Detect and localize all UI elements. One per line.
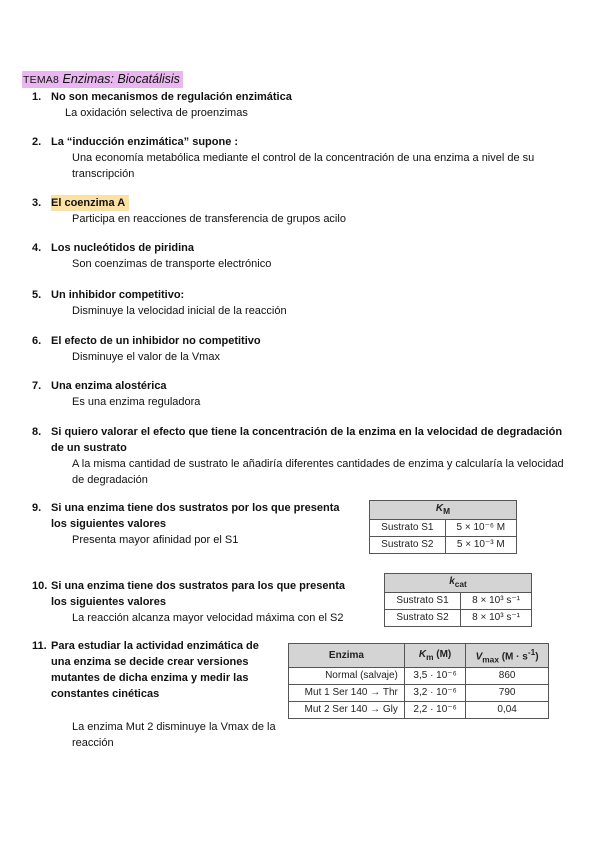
question-text: No son mecanismos de regulación enzimática — [51, 91, 292, 103]
kcat-table — [384, 573, 532, 627]
question-9 — [32, 500, 348, 548]
answer-text: A la misma cantidad de sustrato le añadiría diferentes cantidades de enzima y calcularía la velocidad de degradación — [72, 458, 564, 486]
answer-text: Es una enzima reguladora — [72, 396, 201, 408]
title-text: Enzimas: Biocatálisis — [62, 72, 180, 86]
table-row — [289, 668, 549, 685]
km-row-value: 5 × 10⁻³ M — [445, 537, 516, 554]
table-row — [370, 520, 517, 537]
km-cell: 3,5 · 10⁻⁶ — [404, 668, 465, 685]
question-number: 11. — [32, 640, 47, 652]
enzyme-cell: Mut 1 Ser 140 → Thr — [289, 685, 405, 702]
question-8 — [32, 424, 570, 488]
vmax-column-header — [466, 644, 549, 668]
km-unit: (M) — [433, 648, 452, 660]
vmax-unit-exponent: -1 — [527, 647, 536, 657]
table-row — [289, 685, 549, 702]
answer-text: Disminuye el valor de la Vmax — [72, 351, 220, 363]
question-text-highlighted: El coenzima A — [51, 195, 129, 211]
kcat-row-label: Sustrato S1 — [385, 593, 461, 610]
question-number: 2. — [32, 136, 42, 148]
question-text: La “inducción enzimática” supone : — [51, 136, 239, 148]
kcat-row-label: Sustrato S2 — [385, 610, 461, 627]
table-row — [370, 537, 517, 554]
question-6 — [32, 333, 570, 365]
question-number: 10. — [32, 580, 48, 592]
kcat-header — [385, 574, 532, 593]
question-number: 6. — [32, 335, 42, 347]
question-text: Si una enzima tiene dos sustratos para los que presenta los siguientes valores — [51, 580, 346, 608]
table-row — [289, 702, 549, 719]
answer-text: Participa en reacciones de transferencia de grupos acilo — [72, 213, 346, 225]
question-2 — [32, 134, 570, 182]
vmax-subscript: max — [482, 654, 499, 665]
answer-text: Una economía metabólica mediante el control de la concentración de una enzima a nivel de su transcripción — [72, 152, 535, 180]
km-table — [369, 500, 517, 554]
question-text: Si quiero valorar el efecto que tiene la concentración de la enzima en la velocidad de degradación de un sustrato — [51, 426, 563, 454]
question-text: Un inhibidor competitivo: — [51, 289, 185, 301]
vmax-symbol: V — [475, 651, 483, 663]
enzyme-column-header: Enzima — [289, 644, 405, 668]
question-text: Para estudiar la actividad enzimática de una enzima se decide crear versiones mutantes de dicha enzima y medir las constantes cinéticas — [51, 640, 259, 700]
km-cell: 2,2 · 10⁻⁶ — [404, 702, 465, 719]
question-text: Una enzima alostérica — [51, 380, 167, 392]
answer-text: Son coenzimas de transporte electrónico — [72, 258, 272, 270]
answer-text: La oxidación selectiva de proenzimas — [65, 107, 248, 119]
vmax-cell: 860 — [466, 668, 549, 685]
kcat-row-value: 8 × 10³ s⁻¹ — [461, 593, 532, 610]
km-subscript: m — [426, 651, 434, 662]
table-row — [385, 593, 532, 610]
km-symbol: K — [435, 503, 444, 514]
question-text: Si una enzima tiene dos sustratos por los que presenta los siguientes valores — [51, 502, 340, 530]
question-number: 4. — [32, 242, 42, 254]
vmax-unit-close: ) — [535, 651, 539, 663]
answer-text: La reacción alcanza mayor velocidad máxima con el S2 — [72, 612, 344, 624]
km-header — [370, 501, 517, 520]
vmax-cell: 790 — [466, 685, 549, 702]
question-5 — [32, 287, 570, 319]
km-row-label: Sustrato S1 — [370, 520, 446, 537]
enzyme-cell: Normal (salvaje) — [289, 668, 405, 685]
km-symbol: K — [418, 648, 427, 660]
question-4 — [32, 240, 570, 272]
page-title — [22, 71, 183, 88]
question-text: El efecto de un inhibidor no competitivo — [51, 335, 261, 347]
question-number: 1. — [32, 91, 42, 103]
vmax-cell: 0,04 — [466, 702, 549, 719]
answer-text: Presenta mayor afinidad por el S1 — [72, 534, 239, 546]
answer-text: La enzima Mut 2 disminuye la Vmax de la reacción — [72, 721, 276, 749]
kcat-subscript: cat — [454, 579, 467, 589]
vmax-unit: (M · s — [498, 651, 528, 663]
question-number: 5. — [32, 289, 42, 301]
question-text: Los nucleótidos de piridina — [51, 242, 195, 254]
kcat-row-value: 8 × 10³ s⁻¹ — [461, 610, 532, 627]
question-number: 8. — [32, 426, 42, 438]
table-row — [385, 610, 532, 627]
question-10 — [32, 578, 360, 626]
question-7 — [32, 378, 570, 410]
km-row-value: 5 × 10⁻⁶ M — [445, 520, 516, 537]
question-11 — [32, 638, 280, 751]
kcat-symbol: k — [449, 576, 455, 587]
km-cell: 3,2 · 10⁻⁶ — [404, 685, 465, 702]
question-1 — [32, 89, 570, 121]
title-prefix: TEMA8 — [23, 74, 60, 86]
answer-text: Disminuye la velocidad inicial de la reacción — [72, 305, 287, 317]
km-column-header — [404, 644, 465, 668]
mutants-table — [288, 643, 549, 719]
question-number: 9. — [32, 502, 42, 514]
question-number: 7. — [32, 380, 42, 392]
question-number: 3. — [32, 197, 42, 209]
km-subscript: M — [443, 506, 451, 516]
question-3 — [32, 195, 570, 227]
km-row-label: Sustrato S2 — [370, 537, 446, 554]
enzyme-cell: Mut 2 Ser 140 → Gly — [289, 702, 405, 719]
